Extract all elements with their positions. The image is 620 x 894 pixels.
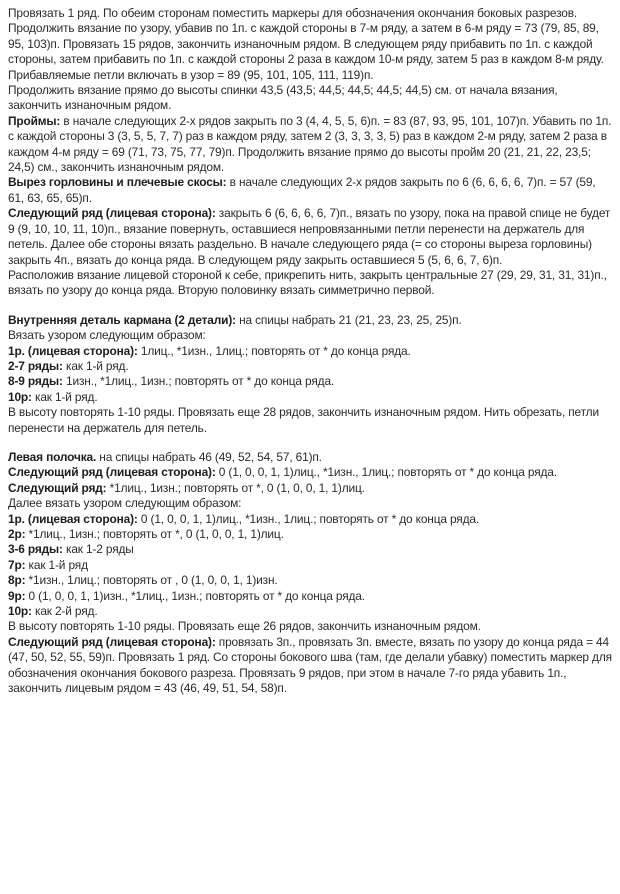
- pocket-row-label: 1р. (лицевая сторона):: [8, 343, 138, 358]
- left-front-row-label: 7р:: [8, 557, 26, 572]
- left-front-row-label: 10р:: [8, 604, 32, 619]
- neck-paragraph: [8, 175, 612, 206]
- armholes-text: в начале следующих 2-х рядов закрыть по 3 (4, 4, 5, 5, 6)п. = 83 (87, 93, 95, 101, 107)п. Убавить по 1п. с каждой стороны 3 (3, 5, 5, 7, 7) раз в каждом ряду, затем 2 (3, 3, 3, 3, 5) раз в каждом 2-м ряду, затем 2 раза в каждом 4-м ряду = 69 (71, 73, 75, 77, 79)п. Продолжить вязание прямо до высоты пройм 20 (21, 21, 22, 23,5; 24,5) см., закончить изнаночным рядом.: [8, 113, 612, 175]
- pocket-title: Внутренняя деталь кармана (2 детали):: [8, 312, 236, 327]
- left-front-intro: Далее вязать узором следующим образом:: [8, 496, 242, 511]
- next-row-text: провязать 3п., провязать 3п. вместе, вязать по узору до конца ряда = 44 (47, 50, 52, 55, 59)п. Провязать 1 ряд. Со стороны бокового шва (там, где делали убавку) поместить маркер для обозначения окончания бокового разреза. Провязать 9 рядов, при этом в начале 7-го ряда убавить 1п., закончить лицевым рядом = 43 (46, 49, 51, 54, 58)п.: [8, 634, 612, 696]
- pocket-outro: В высоту повторять 1-10 ряды. Провязать еще 28 рядов, закончить изнаночным рядом. Нить обрезать, петли перенести на держатель для петель.: [8, 405, 599, 435]
- pocket-row: [8, 344, 612, 359]
- left-front-title-text: на спицы набрать 46 (49, 52, 54, 57, 61)п.: [96, 449, 322, 464]
- pocket-title-paragraph: [8, 313, 612, 328]
- left-front-row: [8, 573, 612, 588]
- next-row-text: 0 (1, 0, 0, 1, 1)лиц., *1изн., 1лиц.; повторять от * до конца ряда.: [215, 465, 557, 480]
- armholes-paragraph: [8, 114, 612, 176]
- armholes-label: Проймы:: [8, 113, 61, 128]
- next-row-text: закрыть 6 (6, 6, 6, 6, 7)п., вязать по узору, пока на правой спице не будет 9 (9, 10, 10, 11, 10)п., вязание повернуть, оставшиеся непровязанными петли перенести на держатель для петель. Далее обе стороны вязать раздельно. В начале следующего ряда (= со стороны выреза горловины) закрыть 4п., вязать до конца ряда. В следующем ряду закрыть оставшиеся 5 (5, 6, 6, 7, 6)п.: [8, 206, 611, 267]
- left-front-row-label: 8р:: [8, 573, 26, 588]
- left-front-row: [8, 558, 612, 573]
- left-front-next-row-1: [8, 465, 612, 480]
- next-row-paragraph: [8, 206, 612, 268]
- pocket-row-label: 10р:: [8, 389, 32, 404]
- left-front-row: [8, 604, 612, 619]
- left-front-title: Левая полочка.: [8, 449, 97, 464]
- back-paragraph-2: Продолжить вязание прямо до высоты спинки 43,5 (43,5; 44,5; 44,5; 44,5; 44,5) см. от начала вязания, закончить изнаночным рядом.: [8, 83, 558, 113]
- left-front-row-text: *1изн., 1лиц.; повторять от , 0 (1, 0, 0, 1, 1)изн.: [25, 573, 278, 588]
- left-front-row-text: как 2-й ряд.: [31, 604, 98, 619]
- left-front-title-paragraph: [8, 450, 612, 465]
- pocket-row: [8, 390, 612, 405]
- left-front-row-label: 2р:: [8, 527, 26, 541]
- left-front-row-text: *1лиц., 1изн.; повторять от *, 0 (1, 0, 0, 1, 1)лиц.: [25, 527, 284, 541]
- left-front-row-text: как 1-2 ряды: [62, 542, 134, 557]
- left-front-row: [8, 589, 612, 604]
- left-front-row-label: 1р. (лицевая сторона):: [8, 511, 138, 526]
- left-front-row-label: 9р:: [8, 588, 26, 603]
- pocket-row-label: 2-7 ряды:: [8, 358, 63, 373]
- neck-label: Вырез горловины и плечевые скосы:: [8, 175, 227, 190]
- pocket-row-text: как 1-й ряд.: [31, 389, 98, 404]
- pocket-intro: Вязать узором следующим образом:: [8, 328, 206, 343]
- pocket-row: [8, 374, 612, 389]
- left-front-row-label: 3-6 ряды:: [8, 542, 63, 557]
- next-row-label: Следующий ряд:: [8, 480, 107, 495]
- pocket-row-text: 1лиц., *1изн., 1лиц.; повторять от * до конца ряда.: [137, 343, 411, 358]
- left-front-row: [8, 542, 612, 557]
- next-row-label: Следующий ряд (лицевая сторона):: [8, 634, 216, 649]
- left-front-next-row-2: [8, 481, 612, 496]
- left-front-next-row-3: [8, 635, 612, 697]
- left-front-row-text: 0 (1, 0, 0, 1, 1)лиц., *1изн., 1лиц.; повторять от * до конца ряда.: [137, 511, 479, 526]
- back-paragraph-1: Провязать 1 ряд. По обеим сторонам поместить маркеры для обозначения окончания боковых разрезов. Продолжить вязание по узору, убавив по 1п. с каждой стороны в 7-м ряду, а затем в 6-м ряду = 73 (79, 85, 89, 95, 103)п. Провязать 15 рядов, закончить изнаночным рядом. В следующем ряду прибавить по 1п. с каждой стороны, затем прибавить по 1п. с каждой стороны 2 раза в каждом 10-м ряду, затем 5 раз в каждом 8-м ряду. Прибавляемые петли включать в узор = 89 (95, 101, 105, 111, 119)п.: [8, 6, 604, 82]
- back-paragraph-3: Расположив вязание лицевой стороной к себе, прикрепить нить, закрыть центральные 27 (29, 29, 31, 31, 31)п., вязать по узору до конца ряда. Вторую половинку вязать симметрично первой.: [8, 267, 607, 298]
- next-row-text: *1лиц., 1изн.; повторять от *, 0 (1, 0, 0, 1, 1)лиц.: [106, 480, 365, 495]
- left-front-row-text: как 1-й ряд: [25, 557, 88, 572]
- next-row-label: Следующий ряд (лицевая сторона):: [8, 465, 216, 480]
- pocket-title-text: на спицы набрать 21 (21, 23, 23, 25, 25)п.: [235, 312, 462, 327]
- pocket-row-text: 1изн., *1лиц., 1изн.; повторять от * до конца ряда.: [62, 374, 335, 389]
- pocket-row: [8, 359, 612, 374]
- pocket-row-text: как 1-й ряд.: [62, 358, 129, 373]
- section-gap: [8, 299, 612, 313]
- neck-text: в начале следующих 2-х рядов закрыть по 6 (6, 6, 6, 6, 7)п. = 57 (59, 61, 63, 65, 65)п.: [8, 175, 596, 205]
- pocket-row-label: 8-9 ряды:: [8, 374, 63, 389]
- left-front-row-text: 0 (1, 0, 0, 1, 1)изн., *1лиц., 1изн.; повторять от * до конца ряда.: [25, 588, 365, 603]
- section-gap: [8, 436, 612, 450]
- left-front-repeat: В высоту повторять 1-10 ряды. Провязать еще 26 рядов, закончить изнаночным рядом.: [8, 619, 481, 634]
- left-front-row: [8, 512, 612, 527]
- left-front-row: [8, 527, 612, 542]
- next-row-label: Следующий ряд (лицевая сторона):: [8, 206, 216, 221]
